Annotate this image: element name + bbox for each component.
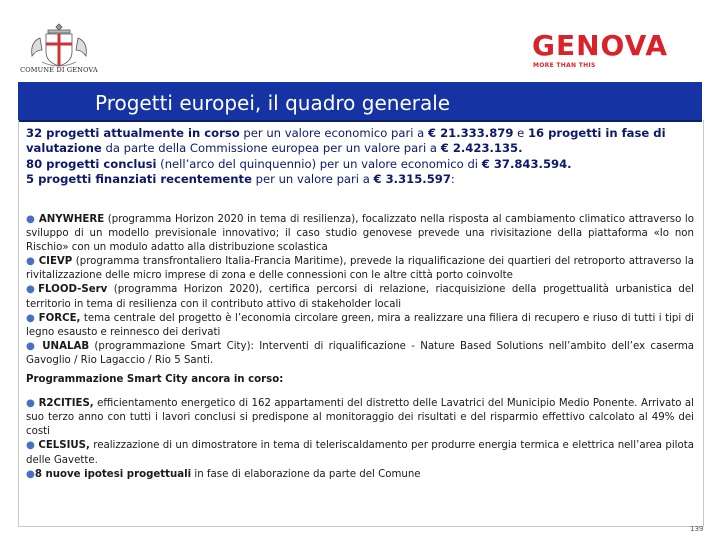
crest-caption: COMUNE DI GENOVA (20, 66, 98, 74)
list-item: ● UNALAB (programmazione Smart City): Interventi di riqualificazione - Nature Based Solutions nell’ambito dell’ex caserma Gavoglio / Rio Lagaccio / Rio 5 Santi. (26, 340, 695, 366)
bullet-icon: ● (26, 398, 36, 410)
list-item: ● FORCE, tema centrale del progetto è l’economia circolare green, mira a realizzare una filiera di recupero e riuso di tutti i tipi di legno esausto e reinnesco dei derivati (26, 312, 694, 338)
summary-line-4: 5 progetti finanziati recentemente per un valore pari a € 3.315.597: (26, 172, 455, 187)
list-item: ● ANYWHERE (programma Horizon 2020 in tema di resilienza), focalizzato nella risposta al cambiamento climatico attraverso lo sviluppo di un modello previsionale innovativo; il caso studio genovese prevede una rivisitazione della piattaforma «Io non Rischio» con un modulo adatto alla distribuzione scolastica (26, 214, 694, 254)
summary-line-2: valutazione da parte della Commissione europea per un valore pari a € 2.423.135. (26, 141, 523, 156)
page-number: 139 (690, 525, 704, 533)
list-item: ●FLOOD-Serv (programma Horizon 2020), certifica percorsi di relazione, riacquisizione della progettualità urbanistica del territorio in tema di resilienza con il contributo attivo di stakeholder locali (26, 284, 694, 310)
page-title: Progetti europei, il quadro generale (95, 91, 451, 115)
list-item: ● CIEVP (programma transfrontaliero Italia-Francia Maritime), prevede la riqualificazione dei quartieri del retroporto attraverso la rivitalizzazione delle micro imprese di zona e delle connessioni con le altre città porto coinvolte (26, 256, 695, 282)
list-item: ● CELSIUS, realizzazione di un dimostratore in tema di teleriscaldamento per produrre energia termica e elettrica nell’area pilota delle Gavette. (26, 440, 694, 466)
bullet-icon: ● (26, 312, 36, 324)
bullet-icon: ● (26, 256, 36, 268)
bullet-icon: ● (26, 284, 39, 296)
genova-logo-tagline: MORE THAN THIS (533, 62, 596, 69)
bullet-icon: ● (26, 468, 35, 480)
bullet-icon: ● (26, 214, 36, 225)
summary-line-3: 80 progetti conclusi (nell’arco del quinquennio) per un valore economico di € 37.843.594. (26, 156, 572, 171)
bullet-icon: ● (26, 340, 37, 352)
projects-list (26, 213, 694, 482)
genova-logo: GENOVA (532, 29, 669, 62)
smart-city-heading: Programmazione Smart City ancora in corso: (26, 374, 284, 386)
summary-line-1: 32 progetti attualmente in corso per un valore economico pari a € 21.333.879 e 16 progetti in fase di (26, 126, 666, 140)
list-item: ●8 nuove ipotesi progettuali in fase di elaborazione da parte del Comune (26, 468, 421, 480)
list-item: ● R2CITIES, efficientamento energetico di 162 appartamenti del distretto delle Lavatrici del Municipio Medio Ponente. Arrivato al suo terzo anno con tutti i lavori conclusi si predispone al monitoraggio dei risultati e del risparmio effettivo calcolato al 49% dei costi (26, 398, 695, 438)
bullet-icon: ● (26, 440, 35, 452)
summary-block (26, 126, 694, 188)
